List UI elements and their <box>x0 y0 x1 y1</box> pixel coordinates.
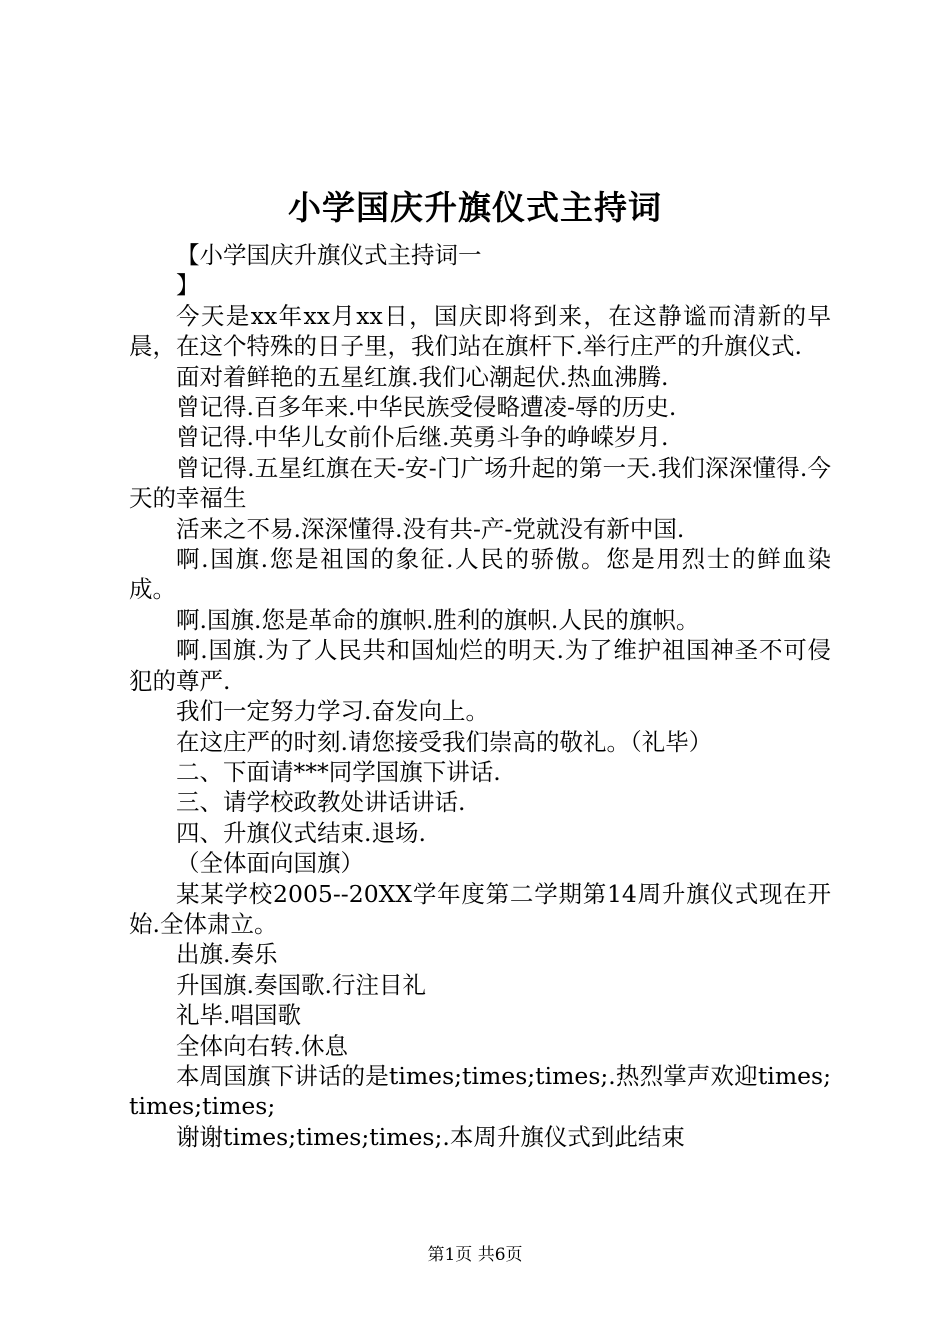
paragraph: 出旗.奏乐 <box>176 940 278 969</box>
document-title: 小学国庆升旗仪式主持词 <box>288 188 662 227</box>
paragraph: 曾记得.百多年来.中华民族受侵略遭凌-辱的历史. <box>176 393 677 422</box>
paragraph: 三、请学校政教处讲话讲话. <box>176 788 466 817</box>
paragraph: 曾记得.五星红旗在天-安-门广场升起的第一天.我们深深懂得.今天的幸福生 <box>129 453 831 513</box>
paragraph: 某某学校2005--20XX学年度第二学期第14周升旗仪式现在开始.全体肃立。 <box>129 879 831 938</box>
paragraph: 四、升旗仪式结束.退场. <box>176 818 426 847</box>
paragraph: 我们一定努力学习.奋发向上。 <box>176 697 489 726</box>
paragraph: 啊.国旗.为了人民共和国灿烂的明天.为了维护祖国神圣不可侵犯的尊严. <box>129 636 831 695</box>
paragraph: 啊.国旗.您是革命的旗帜.胜利的旗帜.人民的旗帜。 <box>176 605 700 634</box>
paragraph: 在这庄严的时刻.请您接受我们崇高的敬礼。（礼毕） <box>176 727 713 756</box>
page-number-footer: 第1页 共6页 <box>427 1245 523 1265</box>
paragraph: 曾记得.中华儿女前仆后继.英勇斗争的峥嵘岁月. <box>176 423 669 452</box>
paragraph: 啊.国旗.您是祖国的象征.人民的骄傲。您是用烈士的鲜血染成。 <box>129 545 831 604</box>
paragraph: 】 <box>176 271 200 300</box>
paragraph: 面对着鲜艳的五星红旗.我们心潮起伏.热血沸腾. <box>176 362 669 391</box>
paragraph: （全体面向国旗） <box>176 849 364 878</box>
document-body <box>129 240 831 1152</box>
paragraph: 【小学国庆升旗仪式主持词一 <box>176 241 482 269</box>
paragraph: 本周国旗下讲话的是times;times;times;.热烈掌声欢迎times;times;times; <box>129 1061 831 1121</box>
paragraph: 全体向右转.休息 <box>176 1031 348 1060</box>
paragraph: 二、下面请***同学国旗下讲话. <box>176 757 501 786</box>
paragraph: 礼毕.唱国歌 <box>176 1001 301 1030</box>
paragraph: 谢谢times;times;times;.本周升旗仪式到此结束 <box>176 1122 685 1151</box>
paragraph: 活来之不易.深深懂得.没有共-产-党就没有新中国. <box>176 514 685 543</box>
paragraph: 今天是xx年xx月xx日，国庆即将到来，在这静谧而清新的早晨，在这个特殊的日子里，我们站在旗杆下.举行庄严的升旗仪式. <box>129 301 831 361</box>
paragraph: 升国旗.奏国歌.行注目礼 <box>176 970 426 999</box>
